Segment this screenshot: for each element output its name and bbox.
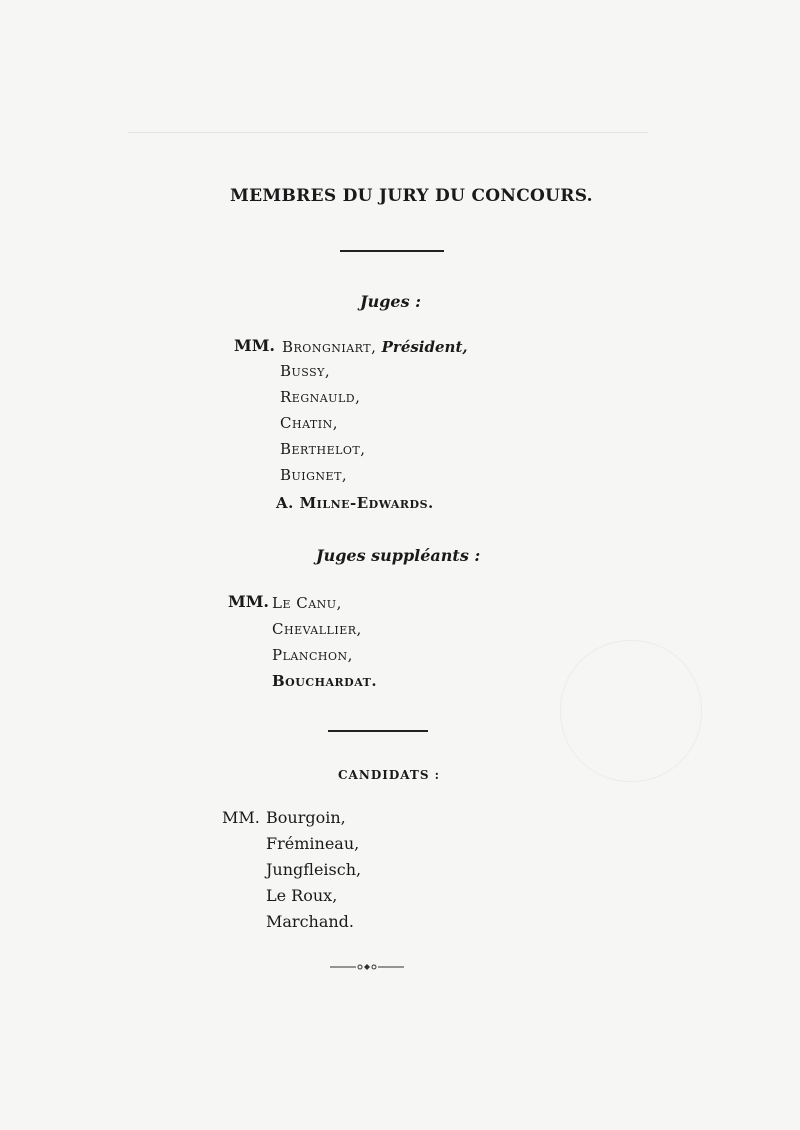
candidates-heading: CANDIDATS :: [338, 768, 441, 782]
substitute-4: Bouchardat.: [272, 672, 378, 690]
substitutes-prefix: MM.: [228, 592, 269, 611]
substitute-1: Le Canu,: [272, 594, 342, 612]
judges-heading: Juges :: [360, 292, 422, 311]
judge-5: Berthelot,: [280, 440, 366, 458]
judge-4: Chatin,: [280, 414, 338, 432]
substitutes-heading: Juges suppléants :: [316, 546, 481, 565]
page-title: MEMBRES DU JURY DU CONCOURS.: [230, 186, 593, 206]
title-rule: [340, 250, 444, 252]
candidate-2: Frémineau,: [266, 834, 360, 853]
candidate-4: Le Roux,: [266, 886, 338, 905]
judge-1-name: Brongniart: [282, 338, 372, 356]
section-rule: [328, 730, 428, 732]
candidate-5: Marchand.: [266, 912, 355, 931]
judge-6: Buignet,: [280, 466, 348, 484]
judge-2: Bussy,: [280, 362, 331, 380]
candidates-prefix: MM.: [222, 808, 260, 827]
judge-1-comma: ,: [371, 338, 377, 356]
judge-1: [282, 338, 468, 356]
judges-prefix: MM.: [234, 336, 275, 355]
judge-1-role: Président,: [381, 338, 468, 356]
judge-3: Regnauld,: [280, 388, 361, 406]
ornament-icon: [330, 962, 404, 972]
judge-7: A. Milne-Edwards.: [276, 494, 434, 512]
substitute-3: Planchon,: [272, 646, 353, 664]
candidate-3: Jungfleisch,: [266, 860, 362, 879]
candidate-1: Bourgoin,: [266, 808, 346, 827]
substitute-2: Chevallier,: [272, 620, 362, 638]
